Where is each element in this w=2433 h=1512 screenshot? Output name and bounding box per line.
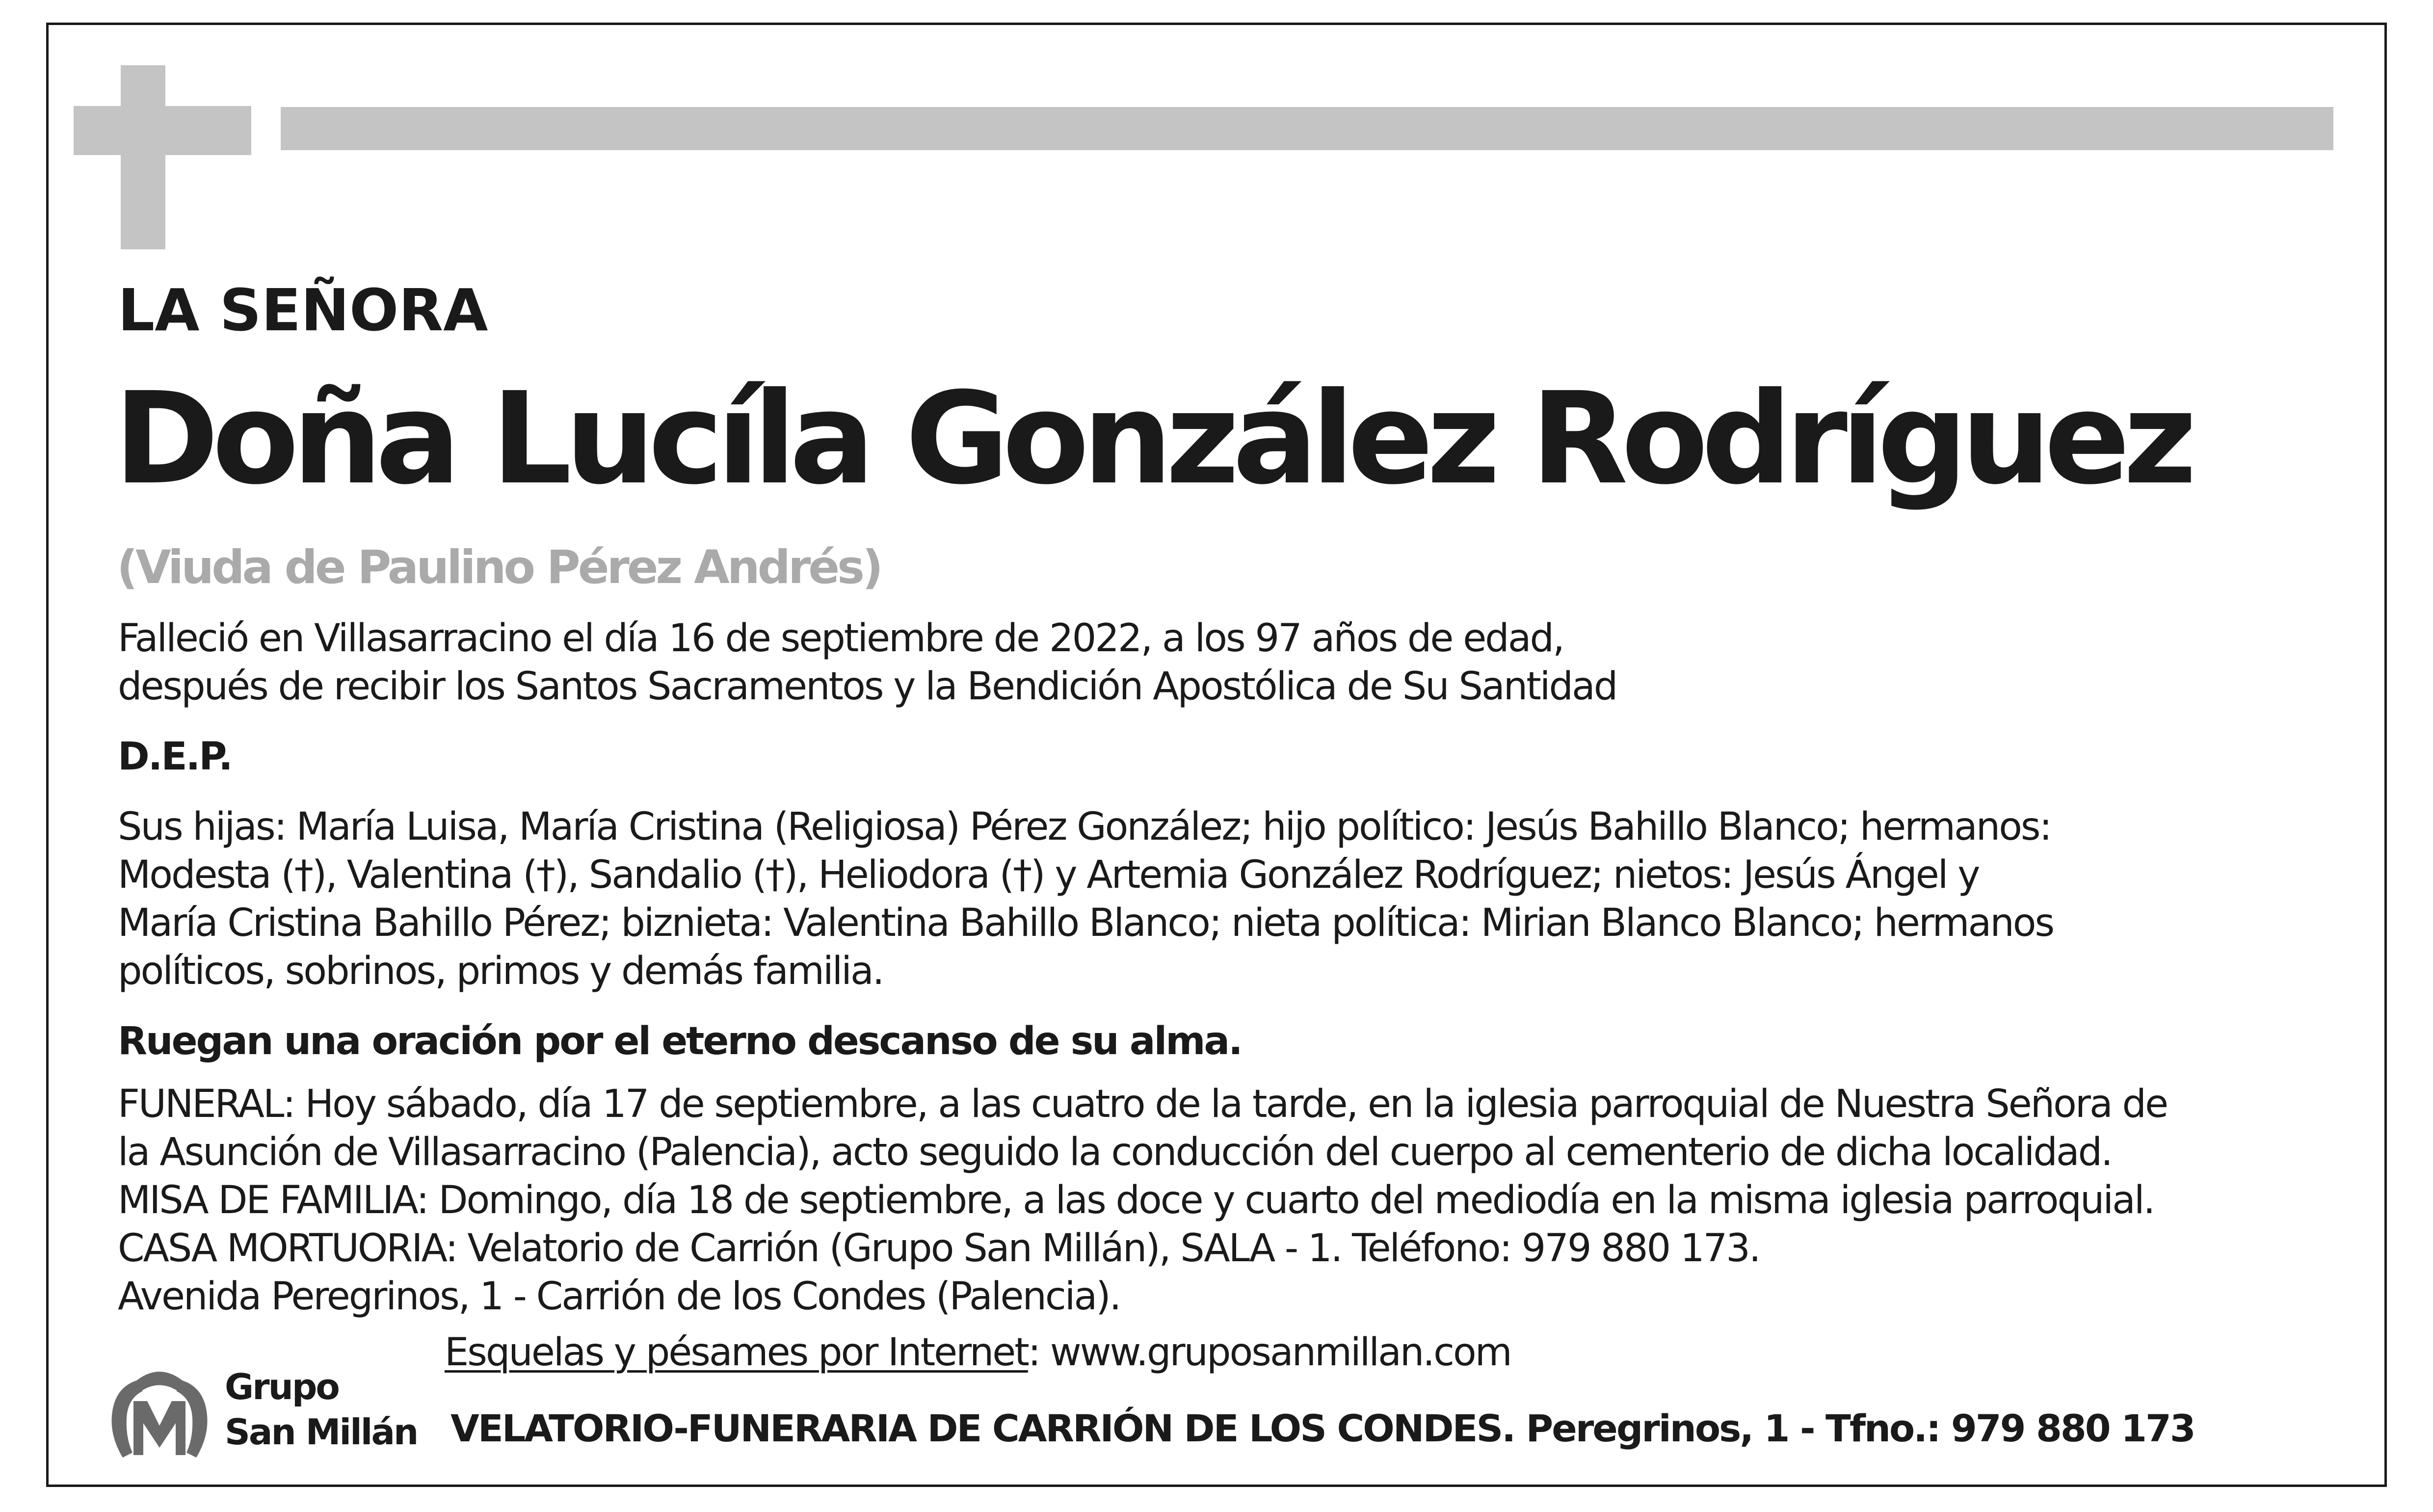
header-rule: [281, 107, 2333, 150]
funeral-line-2: la Asunción de Villasarracino (Palencia), acto seguido la conducción del cuerpo al cementerio de dicha localidad.: [118, 1130, 2112, 1174]
family-line-2: Modesta (†), Valentina (†), Sandalio (†), Heliodora (†) y Artemia González Rodríguez; nietos: Jesús Ángel y: [118, 853, 1979, 897]
family-line-4: políticos, sobrinos, primos y demás familia.: [118, 949, 883, 993]
logo-wordmark: [225, 1364, 417, 1455]
funeral-line-5: Avenida Peregrinos, 1 - Carrión de los Condes (Palencia).: [118, 1274, 1120, 1319]
prayer-line: Ruegan una oración por el eterno descanso de su alma.: [118, 1019, 1242, 1063]
internet-url[interactable]: : www.gruposanmillan.com: [1028, 1330, 1511, 1375]
death-line-2: después de recibir los Santos Sacramentos y la Bendición Apostólica de Su Santidad: [118, 664, 1617, 709]
death-line-1: Falleció en Villasarracino el día 16 de septiembre de 2022, a los 97 años de edad,: [118, 616, 1563, 661]
family-line-3: María Cristina Bahillo Pérez; biznieta: Valentina Bahillo Blanco; nieta política: Mirian Blanco Blanco; hermanos: [118, 901, 2054, 945]
cross-icon-horizontal: [74, 106, 251, 155]
internet-line: [445, 1328, 1511, 1377]
san-millan-logo-icon: [103, 1354, 216, 1467]
logo-line-1: Grupo: [225, 1366, 339, 1407]
funeral-line-1: FUNERAL: Hoy sábado, día 17 de septiembre, a las cuatro de la tarde, en la iglesia parroquial de Nuestra Señora de: [118, 1082, 2168, 1126]
logo-line-2: San Millán: [225, 1411, 418, 1453]
funeral-line-3: MISA DE FAMILIA: Domingo, día 18 de septiembre, a las doce y cuarto del mediodía en la misma iglesia parroquial.: [118, 1178, 2154, 1222]
deceased-name: Doña Lucíla González Rodríguez: [114, 365, 2190, 512]
funeral-line-4: CASA MORTUORIA: Velatorio de Carrión (Grupo San Millán), SALA - 1. Teléfono: 979 880 173.: [118, 1226, 1760, 1271]
cross-icon-vertical: [121, 65, 165, 249]
widow-subtitle: (Viuda de Paulino Pérez Andrés): [117, 541, 881, 594]
dep-label: D.E.P.: [118, 735, 232, 779]
funeraria-address: VELATORIO-FUNERARIA DE CARRIÓN DE LOS CONDES. Peregrinos, 1 - Tfno.: 979 880 173: [450, 1406, 2195, 1450]
family-line-1: Sus hijas: María Luisa, María Cristina (Religiosa) Pérez González; hijo político: Jesús Bahillo Blanco; hermanos:: [118, 805, 2051, 849]
internet-label: Esquelas y pésames por Internet: [445, 1330, 1028, 1375]
honorific-title: LA SEÑORA: [118, 276, 488, 344]
